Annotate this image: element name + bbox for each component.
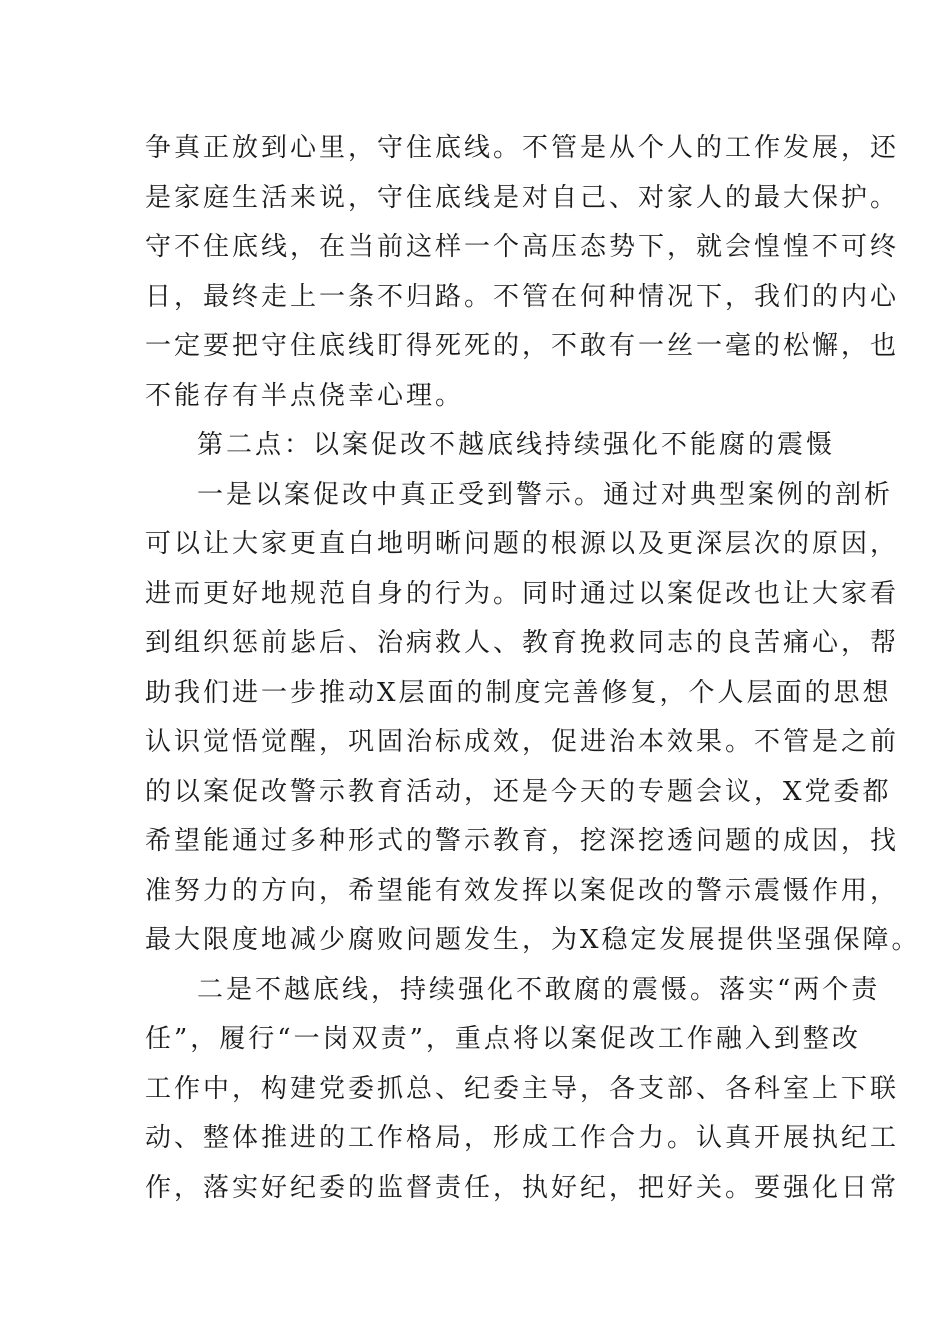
paragraph-line: 争真正放到心里，守住底线。不管是从个人的工作发展，还 (145, 133, 900, 163)
paragraph-line: 认识觉悟觉醒，巩固治标成效，促进治本效果。不管是之前 (145, 727, 900, 757)
paragraph-line: 作，落实好纪委的监督责任，执好纪，把好关。要强化日常 (145, 1172, 900, 1203)
paragraph-line: 日，最终走上一条不归路。不管在何种情况下，我们的内心 (145, 281, 900, 312)
paragraph-line: 任”，履行“一岗双责”，重点将以案促改工作融入到整改 (145, 1024, 861, 1054)
paragraph-line: 助我们进一步推动X层面的制度完善修复，个人层面的思想 (145, 677, 892, 708)
paragraph-line: 到组织惩前毖后、治病救人、教育挽救同志的良苦痛心，帮 (145, 628, 900, 658)
document-body (145, 124, 921, 1213)
paragraph-line: 动、整体推进的工作格局，形成工作合力。认真开展执纪工 (145, 1123, 900, 1153)
paragraph-line: 不能存有半点侥幸心理。 (145, 380, 465, 411)
section-heading (145, 421, 836, 471)
paragraph-2 (145, 471, 921, 966)
paragraph-3 (145, 966, 900, 1214)
paragraph-line: 准努力的方向，希望能有效发挥以案促改的警示震慑作用， (145, 875, 900, 906)
paragraph-line: 可以让大家更直白地明晰问题的根源以及更深层次的原因， (145, 529, 900, 559)
paragraph-line: 的以案促改警示教育活动，还是今天的专题会议，X党委都 (145, 776, 892, 807)
paragraph-line: 守不住底线，在当前这样一个高压态势下，就会惶惶不可终 (145, 232, 900, 262)
paragraph-1 (145, 124, 900, 421)
paragraph-line: 是家庭生活来说，守住底线是对自己、对家人的最大保护。 (145, 182, 900, 213)
paragraph-line: 一定要把守住底线盯得死死的，不敢有一丝一毫的松懈，也 (145, 331, 900, 361)
paragraph-line: 最大限度地减少腐败问题发生，为X稳定发展提供坚强保障。 (145, 925, 921, 955)
paragraph-line: 一是以案促改中真正受到警示。通过对典型案例的剖析 (197, 479, 894, 510)
paragraph-line: 二是不越底线，持续强化不敢腐的震慑。落实“两个责 (197, 974, 881, 1005)
heading-line: 第二点：以案促改不越底线持续强化不能腐的震慑 (197, 430, 836, 460)
paragraph-line: 进而更好地规范自身的行为。同时通过以案促改也让大家看 (145, 578, 900, 609)
paragraph-line: 工作中，构建党委抓总、纪委主导，各支部、各科室上下联 (145, 1073, 900, 1104)
paragraph-line: 希望能通过多种形式的警示教育，挖深挖透问题的成因，找 (145, 826, 900, 856)
